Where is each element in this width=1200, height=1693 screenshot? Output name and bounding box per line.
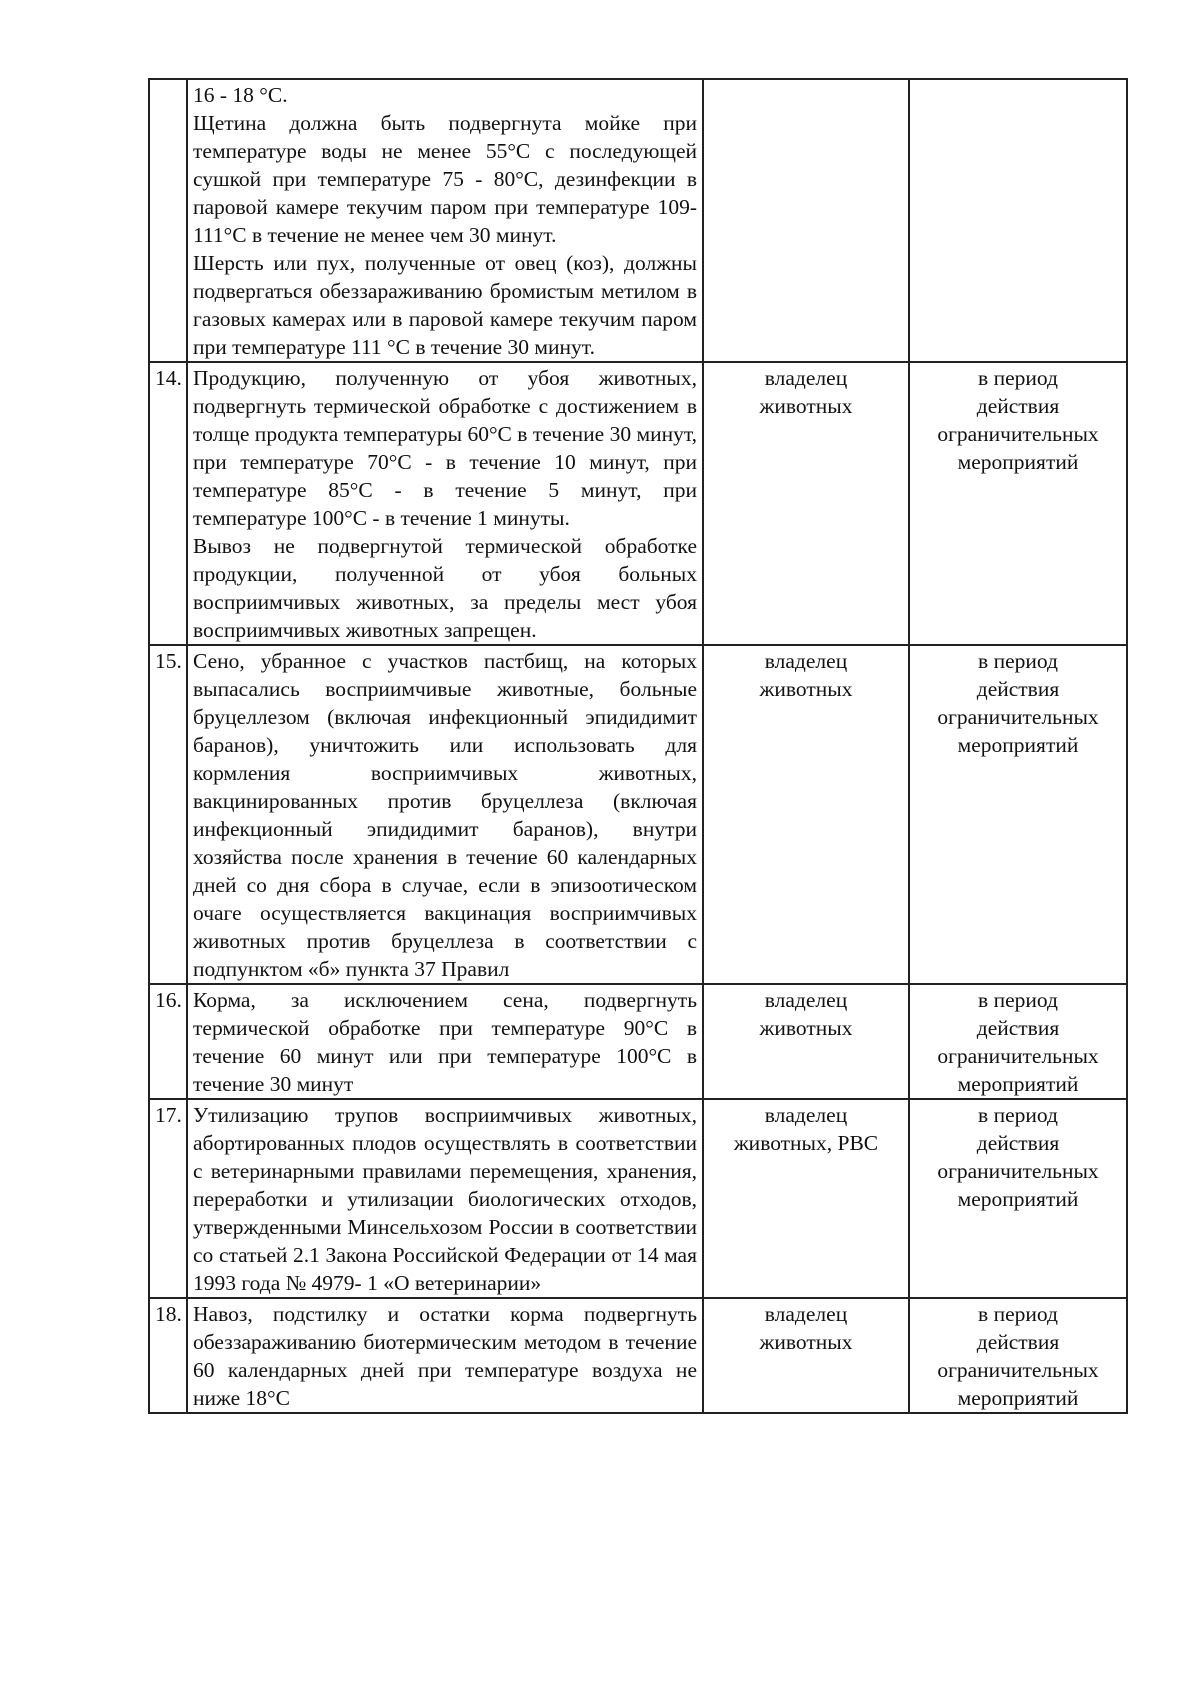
period-line: в период	[978, 1103, 1058, 1127]
responsible-line: владелец	[764, 1302, 848, 1326]
responsible-line: животных, РВС	[733, 1131, 879, 1155]
measure-paragraph: Корма, за исключением сена, подвергнуть термической обработке при температуре 90°С в течение 60 минут или при температуре 100°С в течение 30 минут	[193, 988, 697, 1096]
table-row	[149, 1099, 1127, 1298]
responsible-cell	[703, 1298, 909, 1413]
period-line: мероприятий	[957, 1072, 1079, 1096]
measure-description	[187, 645, 703, 984]
measure-description	[187, 1298, 703, 1413]
row-number: 16.	[149, 984, 187, 1099]
period-line: в период	[978, 1302, 1058, 1326]
period-line: мероприятий	[957, 733, 1079, 757]
period-cell	[909, 1298, 1127, 1413]
period-cell	[909, 1099, 1127, 1298]
row-number: 18.	[149, 1298, 187, 1413]
measures-table	[148, 78, 1128, 1414]
responsible-cell	[703, 645, 909, 984]
measure-paragraph: Вывоз не подвергнутой термической обработке продукции, полученной от убоя больных восприимчивых животных, за пределы мест убоя восприимчивых животных запрещен.	[193, 534, 697, 642]
period-line: в период	[978, 649, 1058, 673]
period-line: мероприятий	[957, 450, 1079, 474]
responsible-line: владелец	[764, 649, 848, 673]
responsible-cell	[703, 984, 909, 1099]
row-number: 14.	[149, 362, 187, 645]
period-line: в период	[978, 366, 1058, 390]
responsible-line: животных	[759, 677, 853, 701]
period-line: мероприятий	[957, 1187, 1079, 1211]
row-number: 15.	[149, 645, 187, 984]
period-line: ограничительных	[937, 1358, 1099, 1382]
period-cell	[909, 984, 1127, 1099]
period-line: действия	[976, 1016, 1060, 1040]
measure-paragraph: Навоз, подстилку и остатки корма подвергнуть обеззараживанию биотермическим методом в течение 60 календарных дней при температуре воздуха не ниже 18°С	[193, 1302, 697, 1410]
responsible-line: владелец	[764, 1103, 848, 1127]
period-line: ограничительных	[937, 705, 1099, 729]
measure-paragraph: Щетина должна быть подвергнута мойке при температуре воды не менее 55°С с последующей сушкой при температуре 75 - 80°С, дезинфекции в паровой камере текучим паром при температуре 109-111°С в течение не менее чем 30 минут.	[193, 111, 697, 247]
table-row-continuation	[149, 79, 1127, 362]
period-line: ограничительных	[937, 1159, 1099, 1183]
period-line: действия	[976, 677, 1060, 701]
period-cell	[909, 79, 1127, 362]
responsible-line: владелец	[764, 988, 848, 1012]
responsible-cell	[703, 1099, 909, 1298]
measure-description	[187, 79, 703, 362]
table-row	[149, 362, 1127, 645]
measure-paragraph: Продукцию, полученную от убоя животных, подвергнуть термической обработке с достижением в толще продукта температуры 60°С в течение 30 минут, при температуре 70°С - в течение 10 минут, при температуре 85°С - в течение 5 минут, при температуре 100°С - в течение 1 минуты.	[193, 366, 697, 530]
responsible-line: животных	[759, 394, 853, 418]
measure-description	[187, 362, 703, 645]
period-cell	[909, 645, 1127, 984]
responsible-cell	[703, 79, 909, 362]
measure-paragraph: 16 - 18 °С.	[193, 83, 288, 107]
measure-description	[187, 1099, 703, 1298]
period-line: действия	[976, 1330, 1060, 1354]
measure-paragraph: Шерсть или пух, полученные от овец (коз), должны подвергаться обеззараживанию бромистым метилом в газовых камерах или в паровой камере текучим паром при температуре 111 °С в течение 30 минут.	[193, 251, 697, 359]
period-line: мероприятий	[957, 1386, 1079, 1410]
responsible-cell	[703, 362, 909, 645]
period-line: ограничительных	[937, 1044, 1099, 1068]
measure-paragraph: Сено, убранное с участков пастбищ, на которых выпасались восприимчивые животные, больные бруцеллезом (включая инфекционный эпидидимит баранов), уничтожить или использовать для кормления восприимчивых животных, вакцинированных против бруцеллеза (включая инфекционный эпидидимит баранов), внутри хозяйства после хранения в течение 60 календарных дней со дня сбора в случае, если в эпизоотическом очаге осуществляется вакцинация восприимчивых животных против бруцеллеза в соответствии с подпунктом «б» пункта 37 Правил	[193, 649, 697, 981]
period-line: ограничительных	[937, 422, 1099, 446]
table-row	[149, 645, 1127, 984]
responsible-line: владелец	[764, 366, 848, 390]
table-row	[149, 1298, 1127, 1413]
period-cell	[909, 362, 1127, 645]
row-number	[149, 79, 187, 362]
table-row	[149, 984, 1127, 1099]
measure-paragraph: Утилизацию трупов восприимчивых животных, абортированных плодов осуществлять в соответствии с ветеринарными правилами перемещения, хранения, переработки и утилизации биологических отходов, утвержденными Минсельхозом России в соответствии со статьей 2.1 Закона Российской Федерации от 14 мая 1993 года № 4979- 1 «О ветеринарии»	[193, 1103, 697, 1295]
responsible-line: животных	[759, 1330, 853, 1354]
period-line: действия	[976, 394, 1060, 418]
period-line: в период	[978, 988, 1058, 1012]
responsible-line: животных	[759, 1016, 853, 1040]
period-line: действия	[976, 1131, 1060, 1155]
row-number: 17.	[149, 1099, 187, 1298]
measure-description	[187, 984, 703, 1099]
